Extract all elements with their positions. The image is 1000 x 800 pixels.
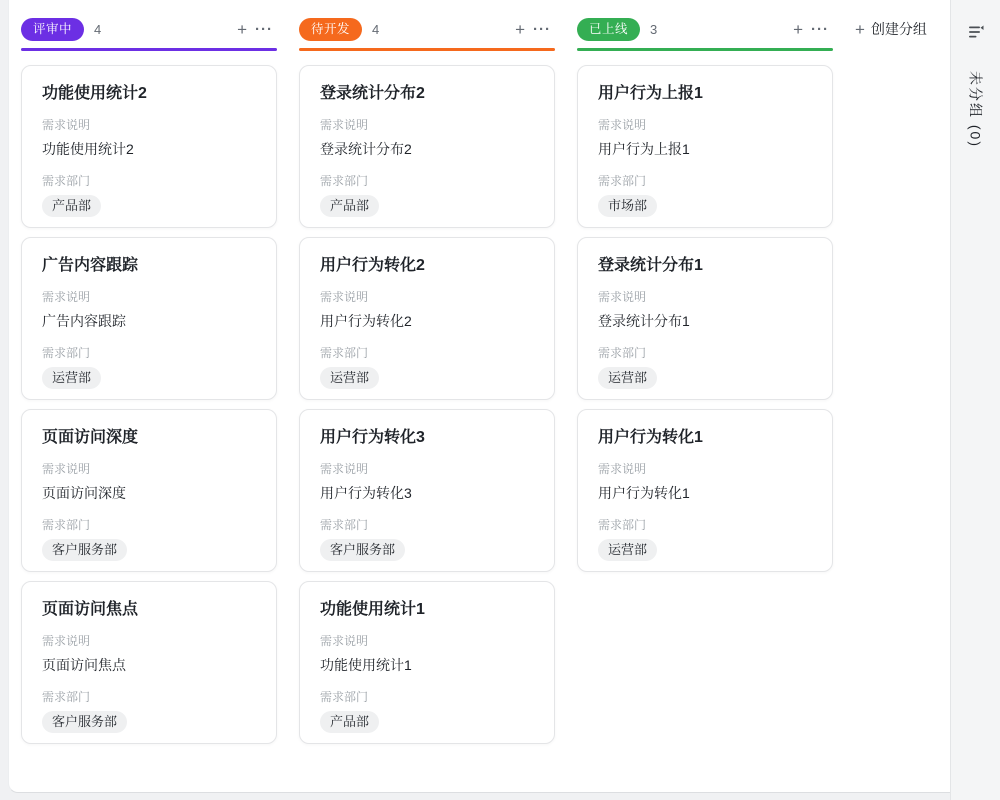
desc-field-value: 功能使用统计1: [320, 657, 412, 673]
dept-field-label: 需求部门: [320, 690, 369, 704]
dept-tag: 运营部: [598, 539, 657, 561]
requirement-card[interactable]: [21, 237, 277, 400]
requirement-card[interactable]: [21, 409, 277, 572]
desc-field-label: 需求说明: [598, 290, 647, 304]
more-options-icon[interactable]: ···: [529, 20, 555, 39]
column-accent-line: [299, 48, 555, 51]
desc-field-value: 用户行为转化2: [320, 313, 412, 329]
desc-field-value: 用户行为转化1: [598, 485, 690, 501]
column-header: [299, 16, 555, 42]
desc-field-value: 登录统计分布1: [598, 313, 690, 329]
card-count: 4: [372, 21, 380, 37]
dept-tag: 运营部: [42, 367, 101, 389]
card-title: 登录统计分布2: [320, 85, 425, 102]
more-options-icon[interactable]: ···: [251, 20, 277, 39]
requirement-card[interactable]: [577, 237, 833, 400]
ungrouped-rail: [950, 0, 1000, 800]
dept-field-label: 需求部门: [598, 174, 647, 188]
dept-field-label: 需求部门: [320, 518, 369, 532]
column-accent-line: [21, 48, 277, 51]
column-header: [21, 16, 277, 42]
add-card-icon[interactable]: +: [511, 19, 529, 40]
add-card-icon[interactable]: +: [233, 19, 251, 40]
dept-field-label: 需求部门: [320, 346, 369, 360]
dept-field-label: 需求部门: [42, 346, 91, 360]
desc-field-label: 需求说明: [42, 634, 91, 648]
group-collapse-icon[interactable]: [962, 18, 990, 49]
status-badge[interactable]: 待开发: [299, 18, 362, 41]
card-list: [577, 65, 833, 572]
dept-field-label: 需求部门: [598, 346, 647, 360]
card-title: 功能使用统计2: [42, 85, 147, 102]
desc-field-value: 登录统计分布2: [320, 141, 412, 157]
column-launched: [577, 16, 833, 572]
card-title: 登录统计分布1: [598, 257, 703, 274]
dept-field-label: 需求部门: [42, 174, 91, 188]
card-title: 页面访问深度: [42, 429, 139, 446]
dept-tag: 客户服务部: [42, 539, 127, 561]
requirement-card[interactable]: [299, 409, 555, 572]
plus-icon: +: [855, 19, 865, 39]
card-title: 用户行为转化1: [598, 429, 703, 446]
requirement-card[interactable]: [577, 65, 833, 228]
more-options-icon[interactable]: ···: [807, 20, 833, 39]
card-title: 功能使用统计1: [320, 601, 425, 618]
desc-field-label: 需求说明: [42, 462, 91, 476]
requirement-card[interactable]: [21, 65, 277, 228]
dept-tag: 市场部: [598, 195, 657, 217]
card-title: 用户行为转化2: [320, 257, 425, 274]
dept-field-label: 需求部门: [42, 518, 91, 532]
board-columns: [21, 16, 950, 744]
requirement-card[interactable]: [299, 581, 555, 744]
card-count: 4: [94, 21, 102, 37]
column-under-review: [21, 16, 277, 744]
dept-tag: 产品部: [320, 195, 379, 217]
desc-field-value: 页面访问深度: [42, 485, 126, 501]
desc-field-label: 需求说明: [598, 118, 647, 132]
dept-field-label: 需求部门: [598, 518, 647, 532]
column-accent-line: [577, 48, 833, 51]
desc-field-label: 需求说明: [320, 462, 369, 476]
card-count: 3: [650, 21, 658, 37]
requirement-card[interactable]: [577, 409, 833, 572]
card-title: 用户行为转化3: [320, 429, 425, 446]
card-list: [299, 65, 555, 744]
requirement-card[interactable]: [299, 65, 555, 228]
dept-tag: 产品部: [320, 711, 379, 733]
desc-field-value: 用户行为转化3: [320, 485, 412, 501]
desc-field-label: 需求说明: [42, 118, 91, 132]
dept-field-label: 需求部门: [320, 174, 369, 188]
desc-field-label: 需求说明: [320, 634, 369, 648]
card-title: 用户行为上报1: [598, 85, 703, 102]
requirement-card[interactable]: [21, 581, 277, 744]
column-header: [577, 16, 833, 42]
desc-field-label: 需求说明: [598, 462, 647, 476]
desc-field-value: 页面访问焦点: [42, 657, 126, 673]
status-badge[interactable]: 已上线: [577, 18, 640, 41]
ungrouped-label[interactable]: 未分组 (0): [967, 71, 984, 148]
card-title: 广告内容跟踪: [42, 257, 139, 274]
kanban-board: [8, 0, 950, 793]
card-list: [21, 65, 277, 744]
add-card-icon[interactable]: +: [789, 19, 807, 40]
create-group-label: 创建分组: [870, 21, 927, 37]
create-group-button[interactable]: [855, 19, 927, 39]
dept-tag: 运营部: [320, 367, 379, 389]
desc-field-value: 用户行为上报1: [598, 141, 690, 157]
column-to-develop: [299, 16, 555, 744]
desc-field-label: 需求说明: [42, 290, 91, 304]
dept-tag: 客户服务部: [42, 711, 127, 733]
dept-tag: 产品部: [42, 195, 101, 217]
dept-tag: 客户服务部: [320, 539, 405, 561]
requirement-card[interactable]: [299, 237, 555, 400]
desc-field-value: 广告内容跟踪: [42, 313, 126, 329]
desc-field-label: 需求说明: [320, 290, 369, 304]
dept-tag: 运营部: [598, 367, 657, 389]
desc-field-label: 需求说明: [320, 118, 369, 132]
dept-field-label: 需求部门: [42, 690, 91, 704]
desc-field-value: 功能使用统计2: [42, 141, 134, 157]
status-badge[interactable]: 评审中: [21, 18, 84, 41]
card-title: 页面访问焦点: [42, 601, 139, 618]
